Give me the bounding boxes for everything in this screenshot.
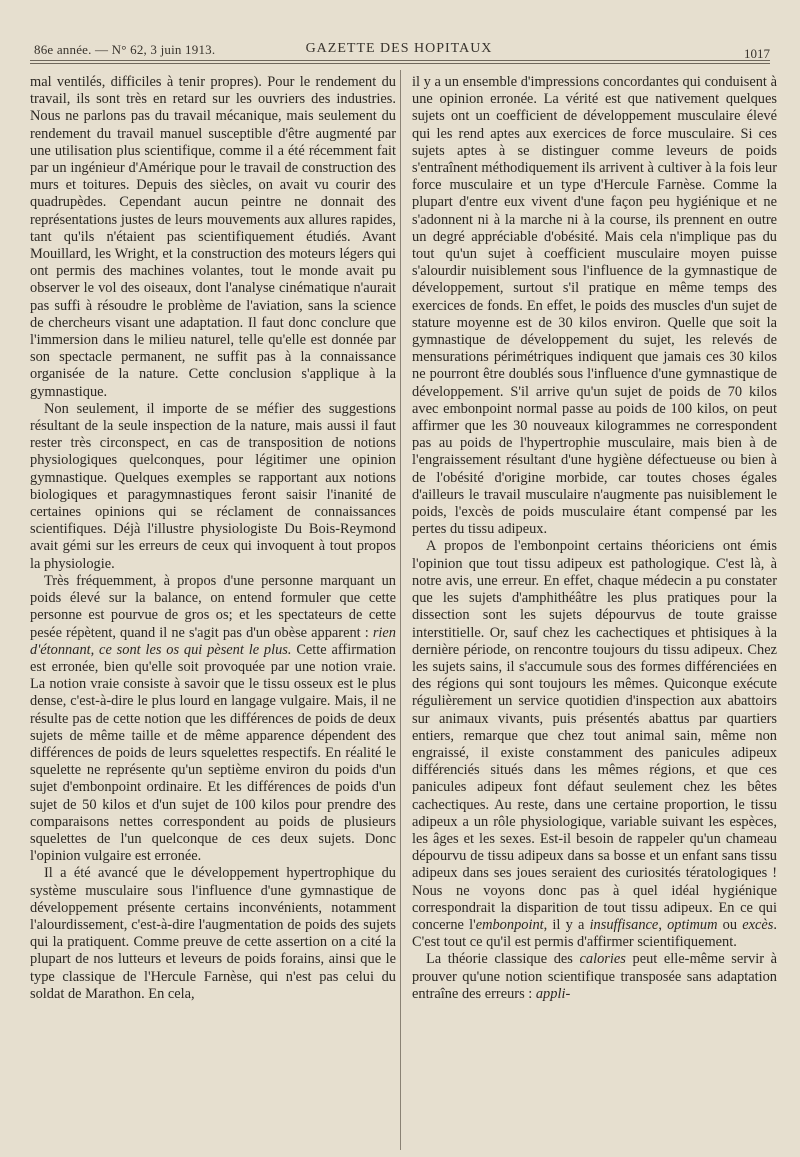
right-paragraph-1: il y a un ensemble d'impressions concordantes qui conduisent à une opinion erronée. La vérité est que nativement quelques sujets ont un coefficient de développement musculaire élevé qui les rend aptes aux exercices de force musculaire. Si ces sujets aptes à se distinguer comme leveurs de poids s'entraînent méthodiquement ils arrivent à cultiver à la fois leur force musculaire et un type d'Hercule Farnèse. Comme la plupart d'entre eux vivent d'une façon peu hygiénique et ne s'adonnent ni à la marche ni à la course, ils prennent en outre un degré appréciable d'obésité. Mais cela n'implique pas du tout qu'un sujet à coefficient musculaire moyen puisse s'alourdir nuisiblement sous l'influence de la gymnastique de développement, surtout s'il pratique en même temps des exercices de fonds. En effet, le poids des muscles d'un sujet de stature moyenne est de 30 kilos environ. Quelle que soit la gymnastique de développement du sujet, les relevés de mensurations périmétriques indiquent que jamais ces 30 kilos ne pourront être doublés sous l'influence d'une gymnastique de développement. S'il arrive qu'un sujet de poids de 70 kilos avec embonpoint normal passe au poids de 100 kilos, on peut affirmer que les 30 nouveaux kilogrammes ne correspondent pas au poids de l'hypertrophie musculaire, mais bien à de l'engraissement résultant d'une hygiène défectueuse ou bien à de l'obésité d'origine morbide, car toutes choses égales d'ailleurs le travail musculaire n'augmente pas nuisiblement le poids, l'excès de poids musculaire étant compensé par les pertes du tissu adipeux. — [412, 74, 777, 538]
page-header — [28, 36, 770, 60]
right-p2-mid-2: , — [658, 916, 668, 933]
issue-info: 86e année. — N° 62, 3 juin 1913. — [34, 42, 216, 57]
left-p3-text-b: Cette affirmation est erronée, bien qu'elle soit provoquée par une notion vraie. La notion vraie consiste à savoir que le tissu osseux est le plus dense, c'est-à-dire le plus lourd en langage vulgaire. Mais, il ne résulte pas de cette notion que les différences de poids de deux sujets de même taille et de même apparence dépendent des différences de poids de leurs squelettes respectifs. En réalité le squelette ne représente qu'un septième environ du poids d'un sujet d'embonpoint ordinaire. Et les différences de poids d'un sujet de 50 kilos et d'un sujet de 100 kilos pour prendre des comparaisons nettes correspondent au poids de plusieurs squelettes de l'un quelconque de ces deux sujets. Donc l'opinion vulgaire est erronée. — [30, 641, 396, 865]
left-p3-italic: rien d'étonnant, ce sont les os qui pèsent le plus. — [30, 624, 396, 658]
right-p3-italic-1: calories — [579, 951, 626, 968]
journal-title: GAZETTE DES HOPITAUX — [305, 41, 493, 56]
left-paragraph-2: Non seulement, il importe de se méfier des suggestions résultant de la seule inspection de la nature, mais aussi il faut rester très circonspect, en cas de transposition de notions physiologiques quelconques, pour légitimer une opinion gymnastique. Quelques exemples se rapportant aux notions biologiques et paragymnastiques feront saisir l'inanité de certaines opinions qui se réclament de connaissances scientifiques. Déjà l'illustre physiologiste Du Bois-Reymond avait gémi sur les erreurs de ceux qui invoquent à tout propos la physiologie. — [30, 400, 396, 572]
left-p3-text-a: Très fréquemment, à propos d'une personne marquant un poids élevé sur la balance, on entend formuler que cette personne est pourvue de gros os; et les spectateurs de cette pesée répètent, quand il ne s'agit pas d'un obèse apparent : — [30, 572, 396, 641]
right-p2-mid-3: ou — [717, 916, 743, 933]
right-column — [412, 74, 777, 1150]
right-p3-text-a: La théorie classique des — [426, 951, 580, 968]
right-p2-italic-2: insuffisance — [589, 916, 659, 933]
right-p2-italic-4: excès — [742, 916, 774, 933]
left-paragraph-1: mal ventilés, difficiles à tenir propres). Pour le rendement du travail, ils sont très en retard sur les ouvriers des industries. Nous ne parlons pas du travail mécanique, mais seulement du rendement du travail manuel susceptible d'être augmenté par une utilisation plus scientifique, comme il a été récemment fait par un ingénieur d'Amérique pour le travail de construction des murs et toitures. Depuis des siècles, on avait vu courir des quadrupèdes. Cependant aucun peintre ne donnait des représentations justes de leurs mouvements aux allures rapides, tant qu'ils n'étaient pas scientifiquement étudiés. Avant Mouillard, les Wright, et la construction des moteurs légers qui ont permis des machines volantes, tout le monde avait pu observer le vol des oiseaux, dont l'analyse cinématique n'aurait pas suffi à résoudre le problème de l'aviation, sans la science de chercheurs visant une adaptation. Il faut donc conclure que l'immersion dans le milieu naturel, telle qu'elle est donnée par son spectacle permanent, ne suffit pas à la connaissance organisée de la nature. Cette conclusion s'applique à la gymnastique. — [30, 74, 396, 400]
right-p3-text-b: peut elle-même servir à prouver qu'une notion scientifique transposée sans adaptation entraîne des erreurs : — [412, 951, 777, 1002]
right-p2-italic-1: embonpoint — [475, 916, 544, 933]
left-paragraph-4: Il a été avancé que le développement hypertrophique du système musculaire sous l'influence d'une gymnastique de développement présente certains inconvénients, notamment l'alourdissement, c'est-à-dire l'augmentation de poids des sujets qui la pratiquent. Comme preuve de cette assertion on a cité la plupart de nos lutteurs et leveurs de poids forains, ainsi que le type classique de l'Hercule Farnèse, qui n'est pas celui du soldat de Marathon. En cela, — [30, 865, 396, 1002]
column-divider — [400, 70, 401, 1150]
right-paragraph-3 — [412, 951, 777, 1003]
page-number: 1017 — [744, 46, 770, 61]
right-p2-end: . C'est tout ce qu'il est permis d'affirmer scientifiquement. — [412, 916, 777, 951]
left-paragraph-3 — [30, 573, 396, 865]
right-p2-text: A propos de l'embonpoint certains théoriciens ont émis l'opinion que tout tissu adipeux est pathologique. C'est là, à notre avis, une erreur. En effet, chaque médecin a pu constater que les sujets d'amphithéâtre les plus pratiques pour la dissection sont les sujets dépourvus de toute graisse interstitielle. Or, sauf chez les cachectiques et phtisiques à la dernière période, on rencontre toujours du tissu adipeux. Chez les sujets sains, il s'accumule sous des formes différenciées en des régions qui sont toujours les mêmes. Quiconque exécute régulièrement un service quotidien d'inspection aux abattoirs sur animaux vivants, puis présentés abattus par quartiers entiers, remarque que chez tout animal sain, même non engraissé, il existe constamment des panicules adipeux différenciés situés dans les mêmes régions, et que ces panicules adipeux font défaut seulement chez les bêtes cachectiques. Au reste, dans une certaine proportion, le tissu adipeux a un rôle physiologique, variable suivant les espèces, les âges et les sexes. Est-il besoin de rappeler qu'un chameau dépourvu de tissu adipeux dans sa bosse et un enfant sans tissu adipeux dans ses joues seraient des curiosités tératologiques ! Nous ne voyons donc pas à quel idéal hygiénique correspondrait la disparition de tout tissu adipeux. En ce qui concerne l' — [412, 538, 777, 933]
right-p2-italic-3: optimum — [667, 916, 718, 933]
right-p3-italic-2: appli- — [535, 985, 571, 1002]
right-paragraph-2 — [412, 538, 777, 951]
header-rule-bottom — [30, 63, 770, 64]
header-rule-top — [30, 60, 770, 61]
left-column — [30, 74, 396, 1150]
right-p2-mid-1: , il y a — [543, 916, 590, 933]
